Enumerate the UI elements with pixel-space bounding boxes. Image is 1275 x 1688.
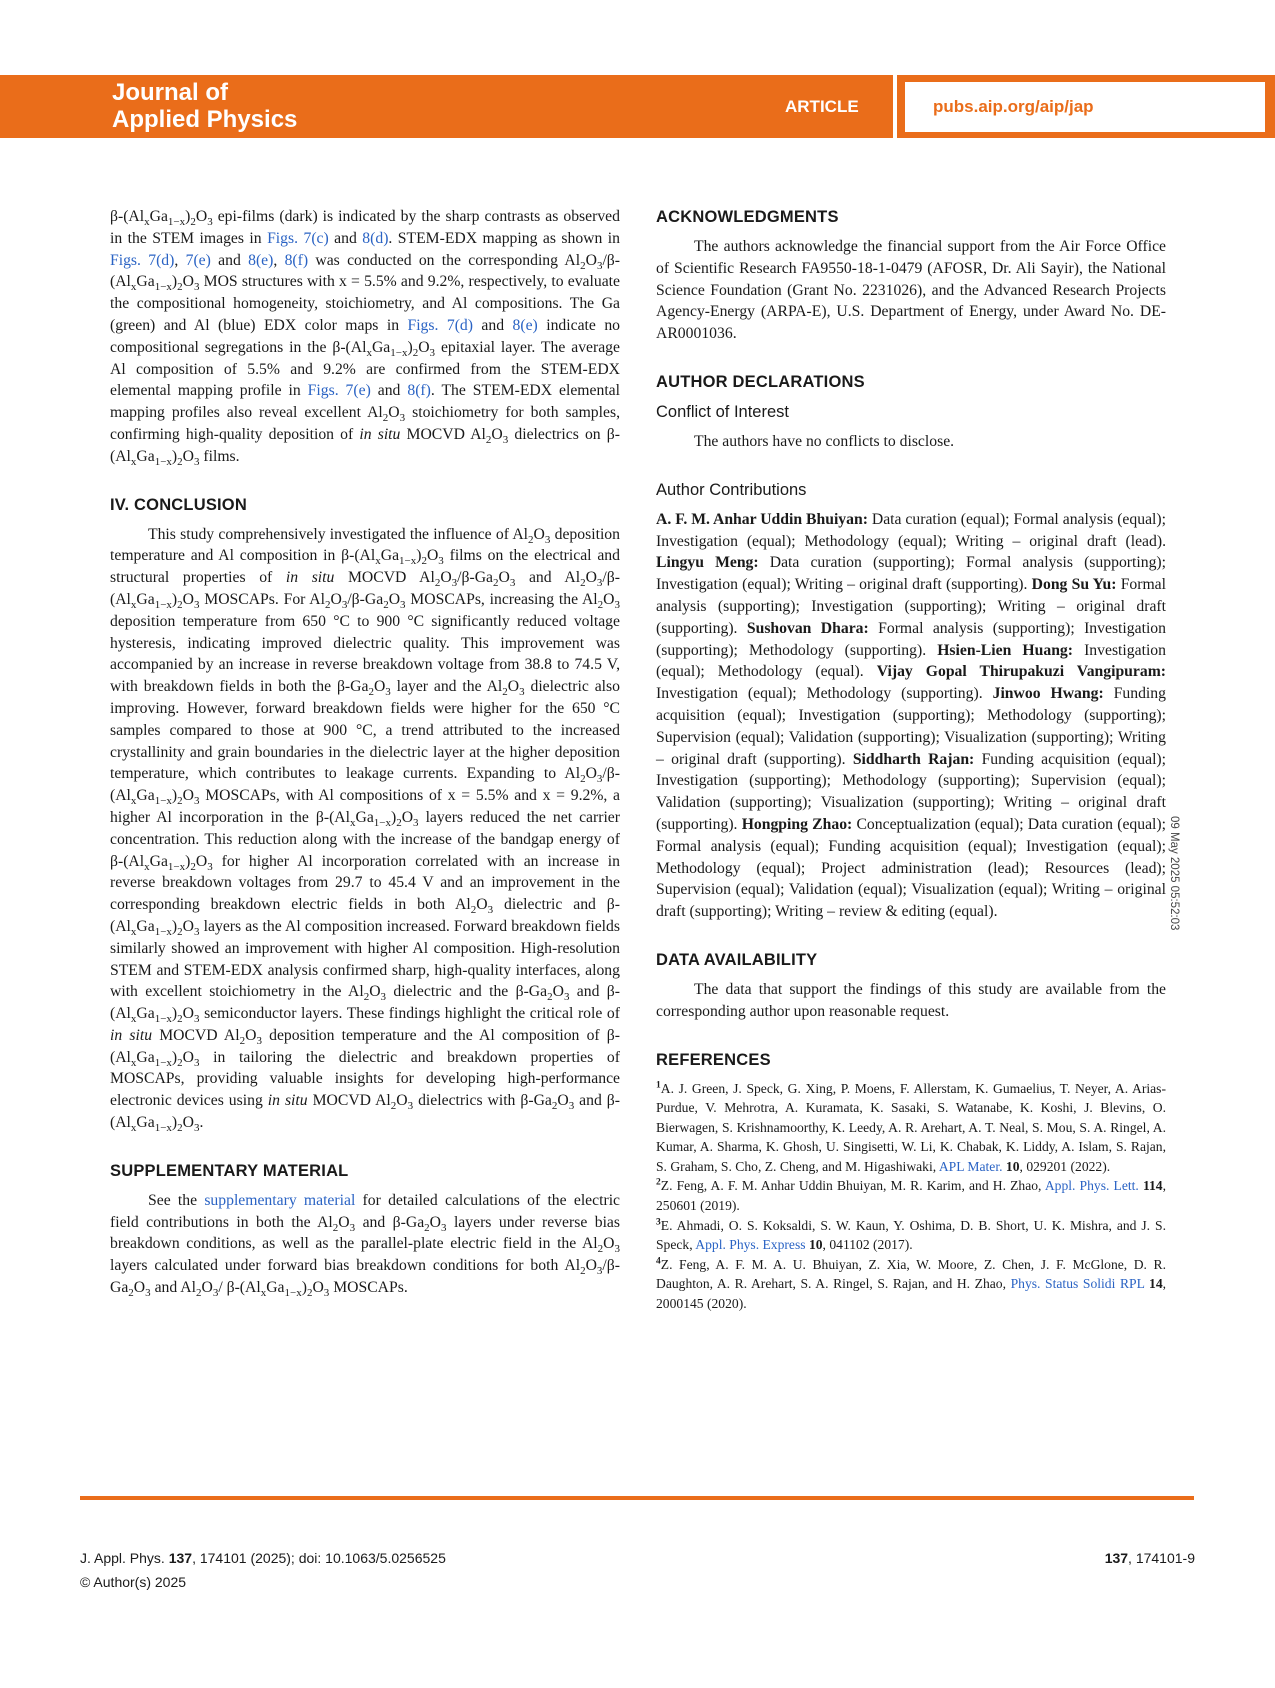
reference-list	[656, 1079, 1166, 1314]
footer-copyright: © Author(s) 2025	[80, 1574, 187, 1590]
subheading-contributions: Author Contributions	[656, 480, 807, 499]
fig-link[interactable]: 8(e)	[248, 251, 274, 269]
paragraph-contributions: A. F. M. Anhar Uddin Bhuiyan: Data curation (equal); Formal analysis (equal); Investigation (equal); Methodology (equal); Writing – original draft (lead). Lingyu Meng: Data curation (supporting); Formal analysis (supporting); Investigation (equal); Writing – original draft (supporting). Dong Su Yu: Formal analysis (supporting); Investigation (supporting); Writing – original draft (supporting). Sushovan Dhara: Formal analysis (supporting); Investigation (supporting); Methodology (supporting). Hsien-Lien Huang: Investigation (equal); Methodology (equal). Vijay Gopal Thirupakuzi Vangipuram: Investigation (equal); Methodology (supporting). Jinwoo Hwang: Funding acquisition (equal); Investigation (supporting); Methodology (supporting); Supervision (equal); Validation (supporting); Visualization (supporting); Writing – original draft (supporting). Siddharth Rajan: Funding acquisition (equal); Investigation (supporting); Methodology (supporting); Supervision (equal); Validation (supporting); Visualization (supporting); Writing – original draft (supporting). Hongping Zhao: Conceptualization (equal); Data curation (equal); Formal analysis (equal); Funding acquisition (equal); Investigation (equal); Methodology (equal); Project administration (lead); Resources (lead); Supervision (equal); Validation (equal); Visualization (equal); Writing – original draft (supporting); Writing – review & editing (equal).	[656, 510, 1167, 921]
fig-link[interactable]: Figs. 7(d)	[110, 251, 175, 269]
section-heading-author-declarations: AUTHOR DECLARATIONS	[656, 372, 865, 391]
contributor-name: Vijay Gopal Thirupakuzi Vangipuram:	[876, 663, 1167, 681]
footer-citation: J. Appl. Phys. 137, 174101 (2025); doi: 10.1063/5.0256525 © Author(s) 2025	[80, 1546, 446, 1594]
contributor-name: Jinwoo Hwang:	[992, 685, 1104, 703]
reference-item: $^3$E. Ahmadi, O. S. Koksaldi, S. W. Kaun, Y. Oshima, D. B. Short, U. K. Mishra, and J. S. Speck, Appl. Phys. Express 10, 041102 (2017).	[656, 1217, 1166, 1253]
paragraph-data-availability: The data that support the findings of this study are available from the corresponding author upon reasonable request.	[656, 980, 1166, 1020]
reference-journal-link[interactable]: Appl. Phys. Express	[695, 1237, 806, 1253]
contributor-name: Hongping Zhao:	[741, 815, 853, 833]
contributor-name: Siddharth Rajan:	[852, 750, 975, 768]
article-label: ARTICLE	[785, 97, 859, 116]
paragraph-supplementary: See the supplementary material for detailed calculations of the electric field contributions in both the $Al_2O_3$ and $\beta-Ga_2O_3$ layers under reverse bias breakdown conditions, as well as the parallel-plate electric field in the $Al_2O_3$ layers calculated under forward bias breakdown conditions for both $Al_2O_3/\beta-Ga_2O_3$ and $Al_2O_3/$ $\beta-(Al_xGa_{1-x})_2O_3$ MOSCAPs.	[110, 1191, 621, 1300]
header-separator	[893, 75, 897, 138]
fig-link[interactable]: 8(d)	[362, 229, 389, 247]
fig-link[interactable]: 8(e)	[512, 316, 538, 334]
reference-journal-link[interactable]: Appl. Phys. Lett.	[1044, 1178, 1139, 1194]
contributor-name: Lingyu Meng:	[656, 554, 759, 572]
reference-journal-link[interactable]: APL Mater.	[938, 1158, 1003, 1174]
footer-page-number: 137, 174101-9	[1104, 1550, 1195, 1566]
subheading-conflict: Conflict of Interest	[656, 402, 789, 421]
section-heading-acknowledgments: ACKNOWLEDGMENTS	[656, 208, 839, 226]
footer-rule	[80, 1496, 1194, 1500]
section-heading-supplementary: SUPPLEMENTARY MATERIAL	[110, 1161, 349, 1180]
left-column	[110, 206, 620, 1299]
supplementary-material-link[interactable]: supplementary material	[204, 1191, 356, 1209]
section-heading-conclusion: IV. CONCLUSION	[110, 495, 247, 514]
journal-title-line2: Applied Physics	[112, 106, 298, 133]
fig-link[interactable]: Figs. 7(c)	[267, 229, 329, 247]
fig-link[interactable]: 8(f)	[284, 251, 309, 269]
fig-link[interactable]: 7(e)	[185, 251, 211, 269]
contributor-name: Sushovan Dhara:	[746, 619, 869, 637]
paragraph-conclusion: This study comprehensively investigated the influence of $Al_2O_3$ deposition temperature and Al composition in $\beta-(Al_xGa_{1-x})_2O_3$ films on the electrical and structural properties of in situ MOCVD $Al_2O_3/\beta-Ga_2O_3$ and $Al_2O_3/\beta-(Al_xGa_{1-x})_2O_3$ MOSCAPs. For $Al_2O_3/\beta-Ga_2O_3$ MOSCAPs, increasing the $Al_2O_3$ deposition temperature from 650 °C to 900 °C significantly reduced voltage hysteresis, indicating improved dielectric quality. This improvement was accompanied by an increase in reverse breakdown voltage from 38.8 to 74.5 V, with breakdown fields in both the $\beta-Ga_2O_3$ layer and the $Al_2O_3$ dielectric also improving. However, forward breakdown fields were higher for the 650 °C samples compared to those at 900 °C, a trend attributed to the increased crystallinity and grain boundaries in the dielectric layer at the higher deposition temperature, which contributes to leakage currents. Expanding to $Al_2O_3/\beta-(Al_xGa_{1-x})_2O_3$ MOSCAPs, with Al compositions of x = 5.5% and x = 9.2%, a higher Al incorporation in the $\beta-(Al_xGa_{1-x})_2O_3$ layers reduced the net carrier concentration. This reduction along with the increase of the bandgap energy of $\beta-(Al_xGa_{1-x})_2O_3$ for higher Al incorporation correlated with an increase in reverse breakdown voltages from 29.7 to 45.4 V and an improvement in the corresponding breakdown electric fields in both $Al_2O_3$ dielectric and $\beta-(Al_xGa_{1-x})_2O_3$ layers as the Al composition increased. Forward breakdown fields similarly showed an improvement with higher Al composition. High-resolution STEM and STEM-EDX analysis confirmed sharp, high-quality interfaces, along with excellent stoichiometry in the $Al_2O_3$ dielectric and the $\beta-Ga_2O_3$ and $\beta-(Al_xGa_{1-x})_2O_3$ semiconductor layers. These findings highlight the critical role of in situ MOCVD $Al_2O_3$ deposition temperature and the Al composition of $\beta-(Al_xGa_{1-x})_2O_3$ in tailoring the dielectric and breakdown properties of MOSCAPs, providing valuable insights for developing high-performance electronic devices using in situ MOCVD $Al_2O_3$ dielectrics with $\beta-Ga_2O_3$ and $\beta-(Al_xGa_{1-x})_2O_3$.	[110, 525, 621, 1135]
section-heading-data-availability: DATA AVAILABILITY	[656, 950, 818, 969]
right-column	[656, 206, 1166, 1314]
paragraph-acknowledgments: The authors acknowledge the financial support from the Air Force Office of Scientific Research FA9550-18-1-0479 (AFOSR, Dr. Ali Sayir), the National Science Foundation (Grant No. 2231026), and the Advanced Research Projects Agency-Energy (ARPA-E), U.S. Department of Energy, under Award No. DE-AR0001036.	[656, 238, 1166, 343]
download-timestamp: 09 May 2025 05:52:03	[1168, 816, 1180, 931]
section-heading-references: REFERENCES	[656, 1050, 771, 1069]
reference-item: $^2$Z. Feng, A. F. M. Anhar Uddin Bhuiyan, M. R. Karim, and H. Zhao, Appl. Phys. Lett. 114, 250601 (2019).	[656, 1177, 1167, 1214]
contributor-name: Dong Su Yu:	[1031, 576, 1117, 594]
journal-title	[112, 79, 297, 133]
paragraph-stem-edx: $\beta-(Al_xGa_{1-x})_2O_3$ epi-films (dark) is indicated by the sharp contrasts as observed in the STEM images in Figs. 7(c) and 8(d). STEM-EDX mapping as shown in Figs. 7(d), 7(e) and 8(e), 8(f) was conducted on the corresponding $Al_2O_3/\beta-(Al_xGa_{1-x})_2O_3$ MOS structures with x = 5.5% and 9.2%, respectively, to evaluate the compositional homogeneity, stoichiometry, and Al compositions. The Ga (green) and Al (blue) EDX color maps in Figs. 7(d) and 8(e) indicate no compositional segregations in the $\beta-(Al_xGa_{1-x})_2O_3$ epitaxial layer. The average Al composition of 5.5% and 9.2% are confirmed from the STEM-EDX elemental mapping profile in Figs. 7(e) and 8(f). The STEM-EDX elemental mapping profiles also reveal excellent $Al_2O_3$ stoichiometry for both samples, confirming high-quality deposition of in situ MOCVD $Al_2O_3$ dielectrics on $\beta-(Al_xGa_{1-x})_2O_3$ films.	[110, 208, 621, 468]
journal-title-line1: Journal of	[112, 79, 229, 106]
contributor-name: Hsien-Lien Huang:	[937, 641, 1073, 659]
fig-link[interactable]: Figs. 7(d)	[407, 316, 473, 334]
reference-item: $^4$Z. Feng, A. F. M. A. U. Bhuiyan, Z. Xia, W. Moore, Z. Chen, J. F. McGlone, D. R. Daughton, A. R. Arehart, S. A. Ringel, S. Rajan, and H. Zhao, Phys. Status Solidi RPL 14, 2000145 (2020).	[656, 1256, 1167, 1312]
reference-item: $^1$A. J. Green, J. Speck, G. Xing, P. Moens, F. Allerstam, K. Gumaelius, T. Neyer, A. Arias-Purdue, V. Mehrotra, A. Kuramata, K. Sasaki, S. Watanabe, K. Koshi, J. Blevins, O. Bierwagen, S. Krishnamoorthy, K. Leedy, A. R. Arehart, A. T. Neal, S. Mou, S. A. Ringel, A. Kumar, A. Sharma, K. Ghosh, U. Singisetti, W. Li, K. Chabak, K. Liddy, A. Islam, S. Rajan, S. Graham, S. Cho, Z. Cheng, and M. Higashiwaki, APL Mater. 10, 029201 (2022).	[656, 1079, 1166, 1174]
fig-link[interactable]: Figs. 7(e)	[307, 382, 371, 400]
contributor-name: A. F. M. Anhar Uddin Bhuiyan:	[656, 510, 868, 528]
fig-link[interactable]: 8(f)	[407, 382, 431, 400]
reference-journal-link[interactable]: Phys. Status Solidi RPL	[1010, 1276, 1145, 1292]
paragraph-conflict: The authors have no conflicts to disclose.	[694, 432, 955, 450]
journal-url-link[interactable]: pubs.aip.org/aip/jap	[933, 97, 1094, 116]
